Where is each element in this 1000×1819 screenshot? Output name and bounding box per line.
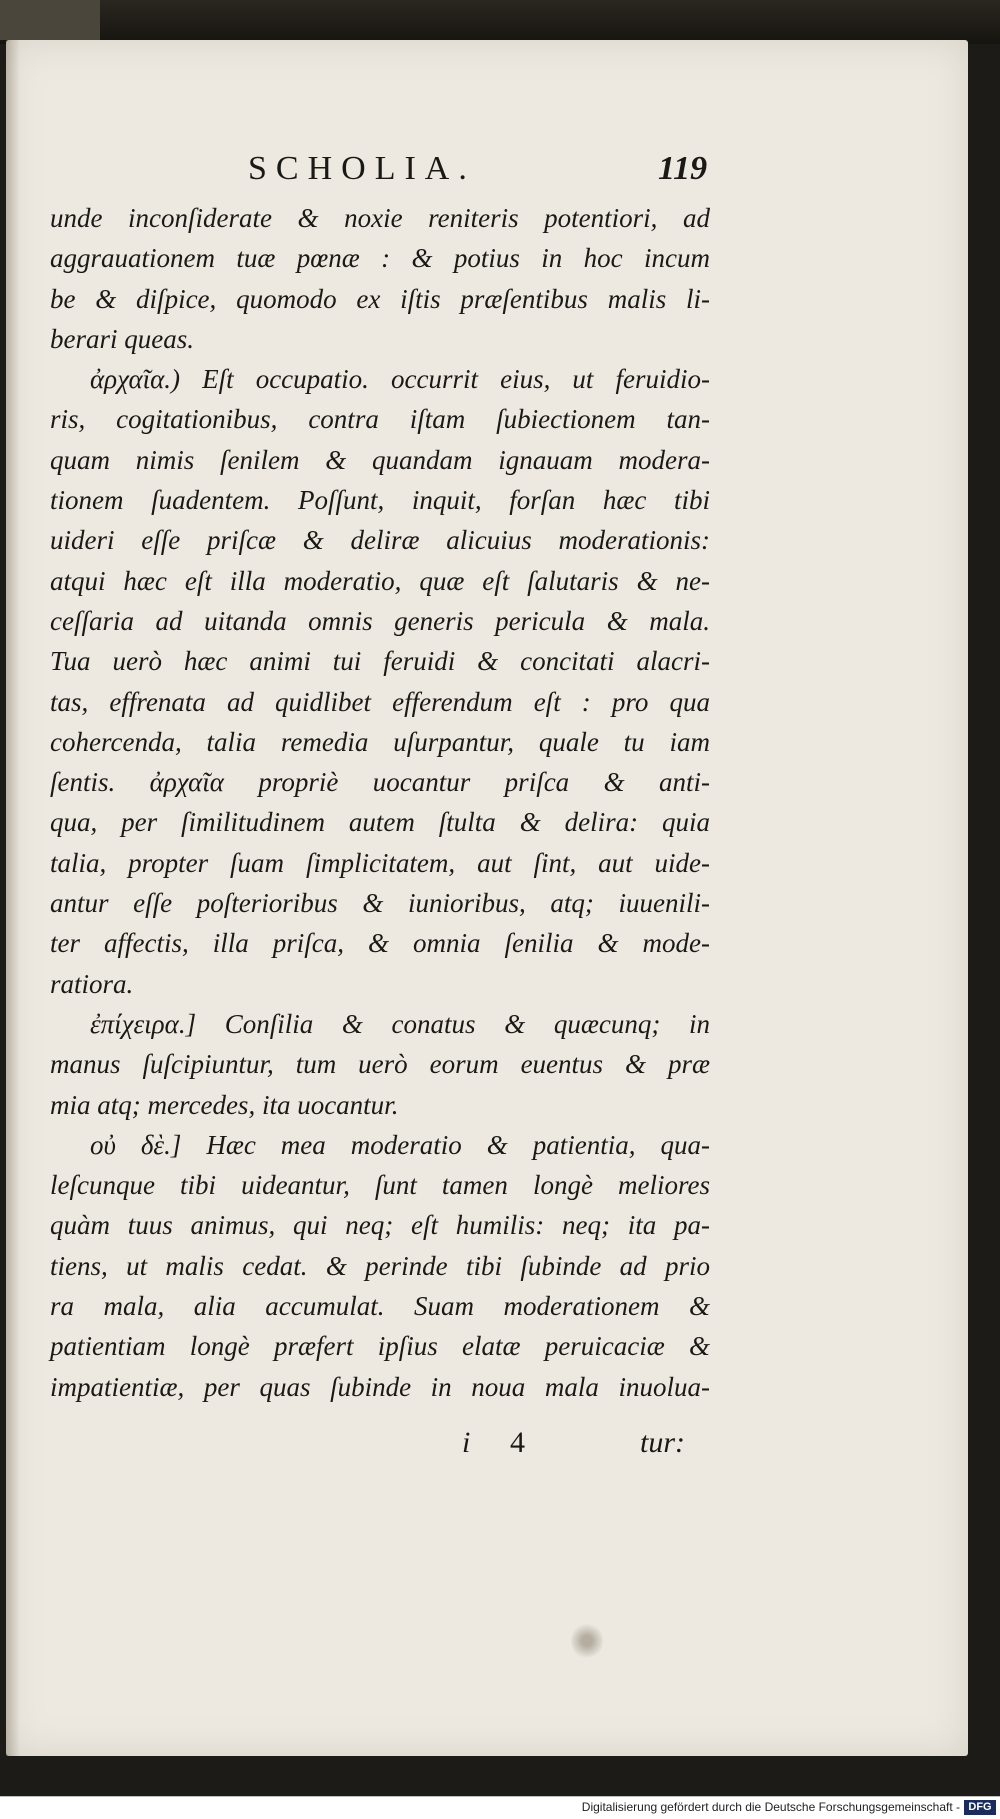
text-line: talia, propter ſuam ſimplicitatem, aut ſint, aut uide- <box>50 847 710 878</box>
text-line: ris, cogitationibus, contra iſtam ſubiectionem tan- <box>50 404 710 435</box>
text-line: ἀρχαῖα.) Eſt occupatio. occurrit eius, ut feruidio- <box>90 364 710 395</box>
text-line: ra mala, alia accumulat. Suam moderationem & <box>50 1291 710 1322</box>
signature-number: 4 <box>510 1426 525 1459</box>
page-number: 119 <box>658 150 708 187</box>
text-line: uideri eſſe priſcæ & deliræ alicuius moderationis: <box>50 525 710 556</box>
text-line: οὐ δὲ.] Hæc mea moderatio & patientia, qua- <box>90 1129 710 1160</box>
text-line: ter affectis, illa priſca, & omnia ſenilia & mode- <box>50 928 710 959</box>
text-line: berari queas. <box>50 323 194 354</box>
running-title: SCHOLIA. <box>248 150 476 187</box>
text-line: tas, effrenata ad quidlibet efferendum eſt : pro qua <box>50 686 710 717</box>
text-line: ἐπίχειρα.] Conſilia & conatus & quæcunq; in <box>90 1008 710 1039</box>
text-line: patientiam longè præfert ipſius elatæ peruicaciæ & <box>50 1331 710 1362</box>
text-line: atqui hæc eſt illa moderatio, quæ eſt ſalutaris & ne- <box>50 565 710 596</box>
library-stamp-mark <box>571 1622 603 1660</box>
text-line: tiens, ut malis cedat. & perinde tibi ſubinde ad prio <box>50 1250 710 1281</box>
page-header <box>0 150 1000 196</box>
credit-bar <box>0 1796 1000 1819</box>
page-footer <box>0 1426 1000 1466</box>
text-line: be & diſpice, quomodo ex iſtis præſentibus malis li- <box>50 283 710 314</box>
text-line: qua, per ſimilitudinem autem ſtulta & delira: quia <box>50 807 710 838</box>
text-line: ceſſaria ad uitanda omnis generis pericula & mala. <box>50 605 710 636</box>
scan-background <box>0 0 1000 44</box>
dfg-logo-icon: DFG <box>964 1800 996 1815</box>
text-line: unde inconſiderate & noxie reniteris potentiori, ad <box>50 203 710 233</box>
catchword: tur: <box>640 1426 685 1459</box>
text-line: manus ſuſcipiuntur, tum uerò eorum euentus & præ <box>50 1049 710 1080</box>
body-text <box>50 198 710 1407</box>
text-line: ratiora. <box>50 968 134 999</box>
signature-mark: i <box>462 1426 471 1459</box>
text-line: Tua uerò hæc animi tui feruidi & concitati alacri- <box>50 646 710 677</box>
scan-corner <box>0 0 100 40</box>
text-line: antur eſſe poſterioribus & iunioribus, atq; iuuenili- <box>50 888 710 919</box>
text-line: aggrauationem tuæ pœnæ : & potius in hoc incum <box>50 243 710 274</box>
text-line: tionem ſuadentem. Poſſunt, inquit, forſan hæc tibi <box>50 485 710 516</box>
text-line: leſcunque tibi uideantur, ſunt tamen longè meliores <box>50 1170 710 1201</box>
text-line: ſentis. ἀρχαῖα propriè uocantur priſca & anti- <box>50 767 710 798</box>
text-line: quam nimis ſenilem & quandam ignauam modera- <box>50 444 710 475</box>
text-line: cohercenda, talia remedia uſurpantur, quale tu iam <box>50 726 710 757</box>
text-line: mia atq; mercedes, ita uocantur. <box>50 1089 399 1120</box>
text-line: quàm tuus animus, qui neq; eſt humilis: neq; ita pa- <box>50 1210 710 1241</box>
text-line: impatientiæ, per quas ſubinde in noua mala inuolua- <box>50 1371 710 1402</box>
credit-text: Digitalisierung gefördert durch die Deutsche Forschungsgemeinschaft - <box>581 1800 960 1814</box>
